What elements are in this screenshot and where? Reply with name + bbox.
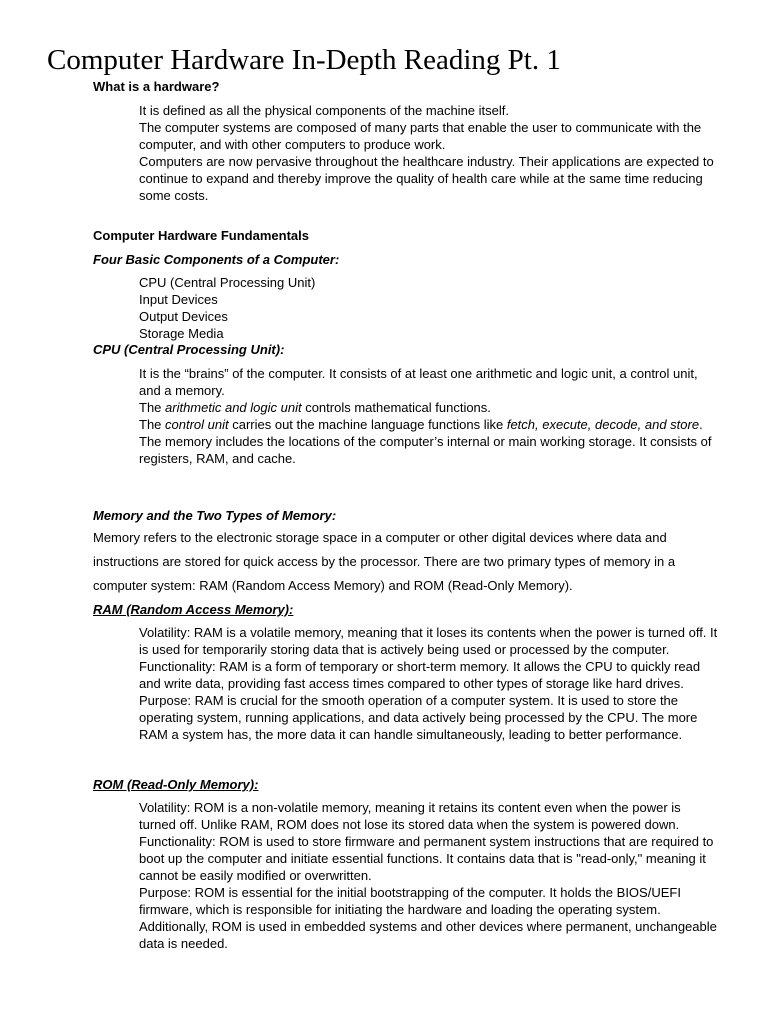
what-is-heading: What is a hardware?	[93, 79, 220, 94]
ram-heading: RAM (Random Access Memory):	[93, 602, 294, 617]
page-title: Computer Hardware In-Depth Reading Pt. 1	[47, 44, 561, 76]
rom-heading: ROM (Read-Only Memory):	[93, 777, 259, 792]
machine-functions: fetch, execute, decode, and store	[506, 417, 700, 432]
ram-line: Volatility: RAM is a volatile memory, meaning that it loses its contents when the power is turned off. It is used for temporarily storing data that is actively being used or processed by the computer.	[139, 625, 718, 657]
cpu-body	[139, 365, 721, 467]
text-run: .	[699, 417, 703, 432]
fundamentals-heading: Computer Hardware Fundamentals	[93, 228, 309, 243]
component-item: Output Devices	[139, 309, 228, 324]
cpu-alu-line	[139, 399, 721, 416]
components-list	[139, 274, 721, 342]
component-item: Input Devices	[139, 292, 218, 307]
text-run: The	[139, 417, 166, 432]
cpu-heading: CPU (Central Processing Unit):	[93, 342, 285, 357]
text-run: carries out the machine language functions like	[228, 417, 507, 432]
components-subheading: Four Basic Components of a Computer:	[93, 252, 340, 267]
rom-line: Purpose: ROM is essential for the initial bootstrapping of the computer. It holds the BIOS/UEFI firmware, which is responsible for initiating the hardware and loading the operating system. Additionally, ROM is used in embedded systems and other devices where permanent, unchangeable data is needed.	[139, 885, 717, 951]
rom-body	[139, 799, 721, 952]
what-is-line: The computer systems are composed of many parts that enable the user to communicate with the computer, and with other computers to produce work.	[139, 120, 702, 152]
what-is-body	[139, 102, 721, 204]
memory-paragraph: Memory refers to the electronic storage space in a computer or other digital devices where data and instructions are stored for quick access by the processor. There are two primary types of memory in a computer system: RAM (Random Access Memory) and ROM (Read-Only Memory).	[93, 530, 676, 593]
cpu-memory-line: The memory includes the locations of the computer’s internal or main working storage. It consists of registers, RAM, and cache.	[139, 434, 712, 466]
memory-heading: Memory and the Two Types of Memory:	[93, 508, 337, 523]
component-item: Storage Media	[139, 326, 224, 341]
rom-line: Volatility: ROM is a non-volatile memory, meaning it retains its content even when the power is turned off. Unlike RAM, ROM does not lose its stored data when the system is powered down.	[139, 800, 681, 832]
control-unit-term: control unit	[165, 417, 229, 432]
text-run: The	[139, 400, 166, 415]
component-item: CPU (Central Processing Unit)	[139, 275, 316, 290]
rom-line: Functionality: ROM is used to store firmware and permanent system instructions that are required to boot up the computer and initiate essential functions. It contains data that is "read-only," meaning it cannot be easily modified or overwritten.	[139, 834, 714, 883]
alu-term: arithmetic and logic unit	[165, 400, 302, 415]
cpu-line: It is the “brains” of the computer. It consists of at least one arithmetic and logic unit, a control unit, and a memory.	[139, 366, 698, 398]
what-is-line: It is defined as all the physical components of the machine itself.	[139, 103, 509, 118]
cpu-control-line	[139, 416, 721, 433]
ram-line: Functionality: RAM is a form of temporary or short-term memory. It allows the CPU to quickly read and write data, providing fast access times compared to other types of storage like hard drives.	[139, 659, 701, 691]
what-is-line: Computers are now pervasive throughout the healthcare industry. Their applications are expected to continue to expand and thereby improve the quality of health care while at the same time reducing some costs.	[139, 154, 714, 203]
text-run: controls mathematical functions.	[301, 400, 491, 415]
ram-line: Purpose: RAM is crucial for the smooth operation of a computer system. It is used to store the operating system, running applications, and data actively being processed by the CPU. The more RAM a system has, the more data it can handle simultaneously, leading to better performance.	[139, 693, 698, 742]
ram-body	[139, 624, 721, 743]
